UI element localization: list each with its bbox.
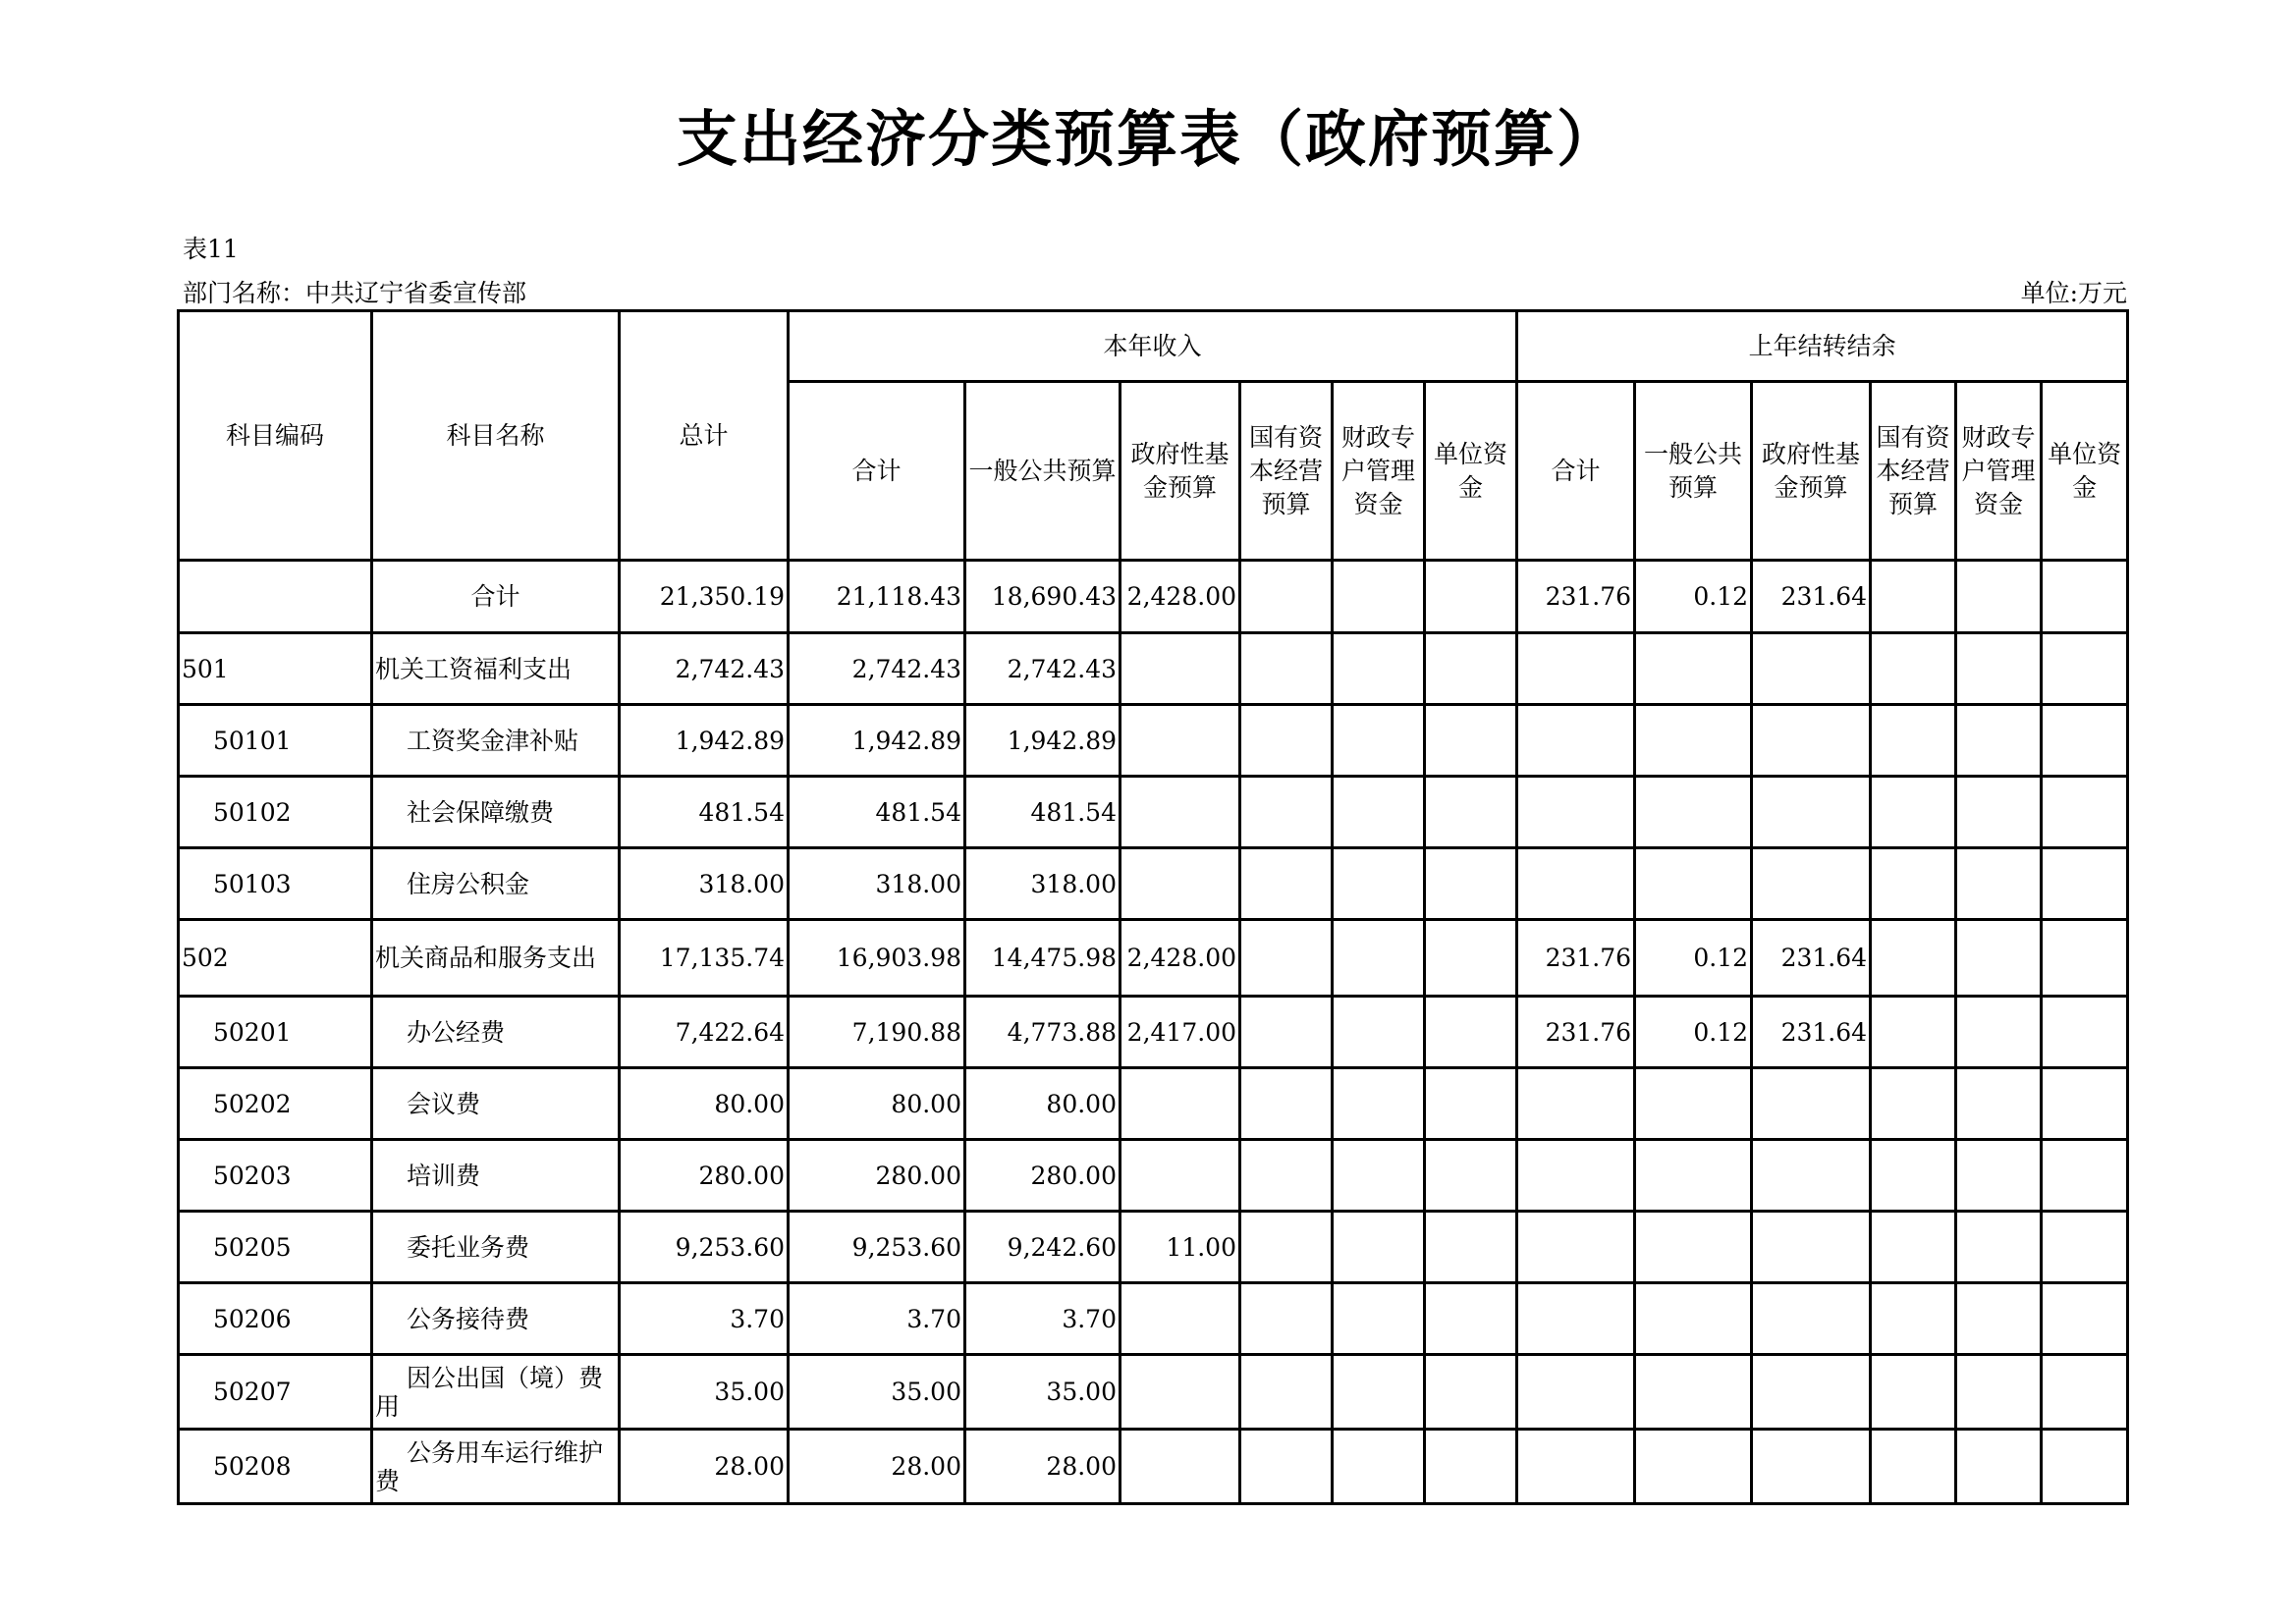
cell-gf — [1121, 1355, 1240, 1430]
cell-sc — [1240, 561, 1333, 633]
cell-uf — [1425, 1068, 1517, 1140]
cell-name: 公务接待费 — [372, 1283, 620, 1355]
header-sum: 合计 — [789, 382, 965, 561]
cell-c-fs — [1956, 1283, 2042, 1355]
header-name: 科目名称 — [372, 311, 620, 561]
cell-gf: 11.00 — [1121, 1212, 1240, 1283]
cell-name: 委托业务费 — [372, 1212, 620, 1283]
cell-c-fs — [1956, 1430, 2042, 1504]
cell-c-sc — [1871, 920, 1956, 997]
cell-c-gf — [1752, 848, 1871, 920]
cell-gp: 80.00 — [965, 1068, 1121, 1140]
header-current-year: 本年收入 — [789, 311, 1517, 382]
cell-sum: 1,942.89 — [789, 705, 965, 777]
cell-name: 机关工资福利支出 — [372, 633, 620, 705]
cell-code: 50101 — [179, 705, 372, 777]
cell-uf — [1425, 1212, 1517, 1283]
cell-c-sc — [1871, 705, 1956, 777]
cell-c-uf — [2042, 561, 2128, 633]
cell-sum: 9,253.60 — [789, 1212, 965, 1283]
cell-gp: 35.00 — [965, 1355, 1121, 1430]
cell-name: 办公经费 — [372, 997, 620, 1068]
header-carry-sum: 合计 — [1517, 382, 1635, 561]
cell-fs — [1333, 1355, 1425, 1430]
header-carry-fiscal-special: 财政专户管理资金 — [1956, 382, 2042, 561]
cell-c-sum — [1517, 633, 1635, 705]
cell-gp: 318.00 — [965, 848, 1121, 920]
cell-gp: 3.70 — [965, 1283, 1121, 1355]
cell-c-sc — [1871, 1212, 1956, 1283]
cell-sc — [1240, 1355, 1333, 1430]
cell-fs — [1333, 561, 1425, 633]
table-row — [179, 1283, 2128, 1355]
header-carryover: 上年结转结余 — [1517, 311, 2128, 382]
cell-c-sc — [1871, 1140, 1956, 1212]
cell-total: 35.00 — [620, 1355, 789, 1430]
cell-sc — [1240, 1140, 1333, 1212]
cell-gp: 9,242.60 — [965, 1212, 1121, 1283]
cell-fs — [1333, 1283, 1425, 1355]
cell-c-fs — [1956, 1068, 2042, 1140]
cell-c-uf — [2042, 1283, 2128, 1355]
cell-c-gp — [1635, 1140, 1752, 1212]
cell-c-sum: 231.76 — [1517, 997, 1635, 1068]
header-carry-gov-fund: 政府性基金预算 — [1752, 382, 1871, 561]
cell-c-gf — [1752, 1283, 1871, 1355]
cell-name: 因公出国（境）费用 — [372, 1355, 620, 1430]
page-title: 支出经济分类预算表（政府预算） — [676, 103, 1619, 175]
cell-sum: 280.00 — [789, 1140, 965, 1212]
cell-gf — [1121, 1283, 1240, 1355]
cell-gf: 2,428.00 — [1121, 920, 1240, 997]
cell-gf — [1121, 705, 1240, 777]
table-row — [179, 1140, 2128, 1212]
cell-c-sum: 231.76 — [1517, 561, 1635, 633]
cell-c-gf — [1752, 1430, 1871, 1504]
table-row — [179, 705, 2128, 777]
cell-c-gf: 231.64 — [1752, 561, 1871, 633]
cell-c-gf — [1752, 705, 1871, 777]
header-carry-state-capital: 国有资本经营预算 — [1871, 382, 1956, 561]
header-carry-general-public: 一般公共预算 — [1635, 382, 1752, 561]
cell-c-gf — [1752, 777, 1871, 848]
cell-c-gp: 0.12 — [1635, 561, 1752, 633]
cell-name: 合计 — [372, 561, 620, 633]
cell-uf — [1425, 1140, 1517, 1212]
cell-c-sum — [1517, 1068, 1635, 1140]
header-gov-fund: 政府性基金预算 — [1121, 382, 1240, 561]
cell-total: 80.00 — [620, 1068, 789, 1140]
cell-total: 318.00 — [620, 848, 789, 920]
cell-total: 28.00 — [620, 1430, 789, 1504]
table-row — [179, 1068, 2128, 1140]
cell-uf — [1425, 777, 1517, 848]
cell-code: 501 — [179, 633, 372, 705]
cell-c-uf — [2042, 705, 2128, 777]
cell-c-gp — [1635, 1430, 1752, 1504]
cell-name: 住房公积金 — [372, 848, 620, 920]
table-row — [179, 633, 2128, 705]
cell-total: 481.54 — [620, 777, 789, 848]
cell-uf — [1425, 997, 1517, 1068]
cell-c-uf — [2042, 1068, 2128, 1140]
cell-total: 17,135.74 — [620, 920, 789, 997]
cell-c-fs — [1956, 777, 2042, 848]
cell-c-gf: 231.64 — [1752, 997, 1871, 1068]
cell-gf — [1121, 1140, 1240, 1212]
table-row — [179, 920, 2128, 997]
cell-c-fs — [1956, 705, 2042, 777]
cell-uf — [1425, 1283, 1517, 1355]
cell-c-sc — [1871, 1283, 1956, 1355]
cell-c-gp — [1635, 1068, 1752, 1140]
cell-gf — [1121, 848, 1240, 920]
cell-c-uf — [2042, 920, 2128, 997]
cell-c-gf — [1752, 633, 1871, 705]
cell-c-gf — [1752, 1212, 1871, 1283]
cell-c-sc — [1871, 777, 1956, 848]
cell-c-gp — [1635, 848, 1752, 920]
header-code: 科目编码 — [179, 311, 372, 561]
unit-label: 单位:万元 — [2020, 279, 2127, 307]
cell-c-sum — [1517, 1283, 1635, 1355]
cell-sum: 80.00 — [789, 1068, 965, 1140]
cell-c-gp: 0.12 — [1635, 997, 1752, 1068]
cell-gf — [1121, 633, 1240, 705]
cell-c-uf — [2042, 633, 2128, 705]
table-row — [179, 777, 2128, 848]
cell-c-sum — [1517, 1140, 1635, 1212]
table-number: 表11 — [183, 235, 239, 263]
table-row — [179, 1355, 2128, 1430]
cell-c-sc — [1871, 1430, 1956, 1504]
cell-fs — [1333, 997, 1425, 1068]
cell-sc — [1240, 920, 1333, 997]
cell-c-gp — [1635, 1283, 1752, 1355]
cell-fs — [1333, 1140, 1425, 1212]
cell-sum: 28.00 — [789, 1430, 965, 1504]
cell-code: 50208 — [179, 1430, 372, 1504]
cell-code: 502 — [179, 920, 372, 997]
cell-name: 工资奖金津补贴 — [372, 705, 620, 777]
cell-c-fs — [1956, 920, 2042, 997]
cell-c-sum — [1517, 1355, 1635, 1430]
cell-c-sc — [1871, 1355, 1956, 1430]
cell-total: 1,942.89 — [620, 705, 789, 777]
cell-c-gp — [1635, 633, 1752, 705]
cell-gp: 28.00 — [965, 1430, 1121, 1504]
cell-c-gp — [1635, 705, 1752, 777]
cell-sum: 481.54 — [789, 777, 965, 848]
cell-c-fs — [1956, 561, 2042, 633]
cell-c-uf — [2042, 1212, 2128, 1283]
budget-table — [177, 309, 2129, 1505]
cell-total: 3.70 — [620, 1283, 789, 1355]
cell-name: 会议费 — [372, 1068, 620, 1140]
cell-fs — [1333, 633, 1425, 705]
cell-c-sum — [1517, 777, 1635, 848]
cell-c-sc — [1871, 561, 1956, 633]
cell-sum: 21,118.43 — [789, 561, 965, 633]
cell-uf — [1425, 1355, 1517, 1430]
cell-gf: 2,428.00 — [1121, 561, 1240, 633]
cell-fs — [1333, 705, 1425, 777]
cell-c-gf — [1752, 1068, 1871, 1140]
cell-c-sum — [1517, 1212, 1635, 1283]
cell-c-sum — [1517, 705, 1635, 777]
table-body — [179, 561, 2128, 1504]
cell-total: 7,422.64 — [620, 997, 789, 1068]
cell-sum: 7,190.88 — [789, 997, 965, 1068]
header-carry-unit-funds: 单位资金 — [2042, 382, 2128, 561]
cell-sum: 35.00 — [789, 1355, 965, 1430]
cell-gf — [1121, 777, 1240, 848]
cell-fs — [1333, 920, 1425, 997]
cell-c-gp — [1635, 777, 1752, 848]
cell-uf — [1425, 848, 1517, 920]
cell-gf — [1121, 1068, 1240, 1140]
cell-c-gp: 0.12 — [1635, 920, 1752, 997]
cell-c-sc — [1871, 848, 1956, 920]
cell-gp: 481.54 — [965, 777, 1121, 848]
cell-c-sc — [1871, 997, 1956, 1068]
cell-c-uf — [2042, 1140, 2128, 1212]
cell-sc — [1240, 777, 1333, 848]
cell-gp: 280.00 — [965, 1140, 1121, 1212]
cell-gp: 18,690.43 — [965, 561, 1121, 633]
cell-gp: 4,773.88 — [965, 997, 1121, 1068]
header-unit-funds: 单位资金 — [1425, 382, 1517, 561]
cell-sc — [1240, 1068, 1333, 1140]
cell-sc — [1240, 848, 1333, 920]
cell-code: 50205 — [179, 1212, 372, 1283]
cell-c-fs — [1956, 1140, 2042, 1212]
cell-sum: 318.00 — [789, 848, 965, 920]
cell-code: 50207 — [179, 1355, 372, 1430]
cell-c-uf — [2042, 848, 2128, 920]
cell-c-gp — [1635, 1355, 1752, 1430]
cell-uf — [1425, 633, 1517, 705]
cell-sum: 2,742.43 — [789, 633, 965, 705]
cell-code — [179, 561, 372, 633]
cell-c-sc — [1871, 1068, 1956, 1140]
cell-code: 50103 — [179, 848, 372, 920]
cell-fs — [1333, 1430, 1425, 1504]
cell-c-fs — [1956, 848, 2042, 920]
header-general-public: 一般公共预算 — [965, 382, 1121, 561]
department-name: 部门名称：中共辽宁省委宣传部 — [183, 279, 527, 307]
cell-code: 50206 — [179, 1283, 372, 1355]
header-fiscal-special: 财政专户管理资金 — [1333, 382, 1425, 561]
table-row — [179, 997, 2128, 1068]
cell-code: 50201 — [179, 997, 372, 1068]
cell-sc — [1240, 1212, 1333, 1283]
table-row — [179, 1212, 2128, 1283]
cell-total: 280.00 — [620, 1140, 789, 1212]
cell-c-gf — [1752, 1355, 1871, 1430]
cell-uf — [1425, 1430, 1517, 1504]
cell-c-sum — [1517, 1430, 1635, 1504]
cell-gf: 2,417.00 — [1121, 997, 1240, 1068]
cell-uf — [1425, 705, 1517, 777]
cell-total: 9,253.60 — [620, 1212, 789, 1283]
cell-c-uf — [2042, 777, 2128, 848]
cell-total: 21,350.19 — [620, 561, 789, 633]
cell-c-gf — [1752, 1140, 1871, 1212]
cell-c-fs — [1956, 1212, 2042, 1283]
cell-total: 2,742.43 — [620, 633, 789, 705]
cell-name: 社会保障缴费 — [372, 777, 620, 848]
header-state-capital: 国有资本经营预算 — [1240, 382, 1333, 561]
cell-sum: 16,903.98 — [789, 920, 965, 997]
cell-fs — [1333, 1068, 1425, 1140]
cell-fs — [1333, 777, 1425, 848]
cell-c-sc — [1871, 633, 1956, 705]
cell-c-uf — [2042, 997, 2128, 1068]
cell-gp: 2,742.43 — [965, 633, 1121, 705]
cell-code: 50202 — [179, 1068, 372, 1140]
cell-fs — [1333, 1212, 1425, 1283]
cell-name: 机关商品和服务支出 — [372, 920, 620, 997]
cell-c-sum — [1517, 848, 1635, 920]
cell-code: 50102 — [179, 777, 372, 848]
cell-sc — [1240, 997, 1333, 1068]
cell-sc — [1240, 705, 1333, 777]
cell-c-uf — [2042, 1430, 2128, 1504]
cell-sc — [1240, 633, 1333, 705]
cell-c-sum: 231.76 — [1517, 920, 1635, 997]
cell-gp: 1,942.89 — [965, 705, 1121, 777]
cell-c-uf — [2042, 1355, 2128, 1430]
cell-name: 公务用车运行维护费 — [372, 1430, 620, 1504]
cell-uf — [1425, 920, 1517, 997]
cell-c-fs — [1956, 633, 2042, 705]
cell-code: 50203 — [179, 1140, 372, 1212]
table-row — [179, 1430, 2128, 1504]
header-total: 总计 — [620, 311, 789, 561]
cell-c-fs — [1956, 997, 2042, 1068]
table-row — [179, 848, 2128, 920]
cell-c-gp — [1635, 1212, 1752, 1283]
cell-sc — [1240, 1430, 1333, 1504]
cell-gp: 14,475.98 — [965, 920, 1121, 997]
table-row — [179, 561, 2128, 633]
cell-name: 培训费 — [372, 1140, 620, 1212]
cell-fs — [1333, 848, 1425, 920]
cell-uf — [1425, 561, 1517, 633]
table-header — [179, 311, 2128, 561]
cell-sc — [1240, 1283, 1333, 1355]
cell-c-fs — [1956, 1355, 2042, 1430]
cell-gf — [1121, 1430, 1240, 1504]
cell-c-gf: 231.64 — [1752, 920, 1871, 997]
cell-sum: 3.70 — [789, 1283, 965, 1355]
